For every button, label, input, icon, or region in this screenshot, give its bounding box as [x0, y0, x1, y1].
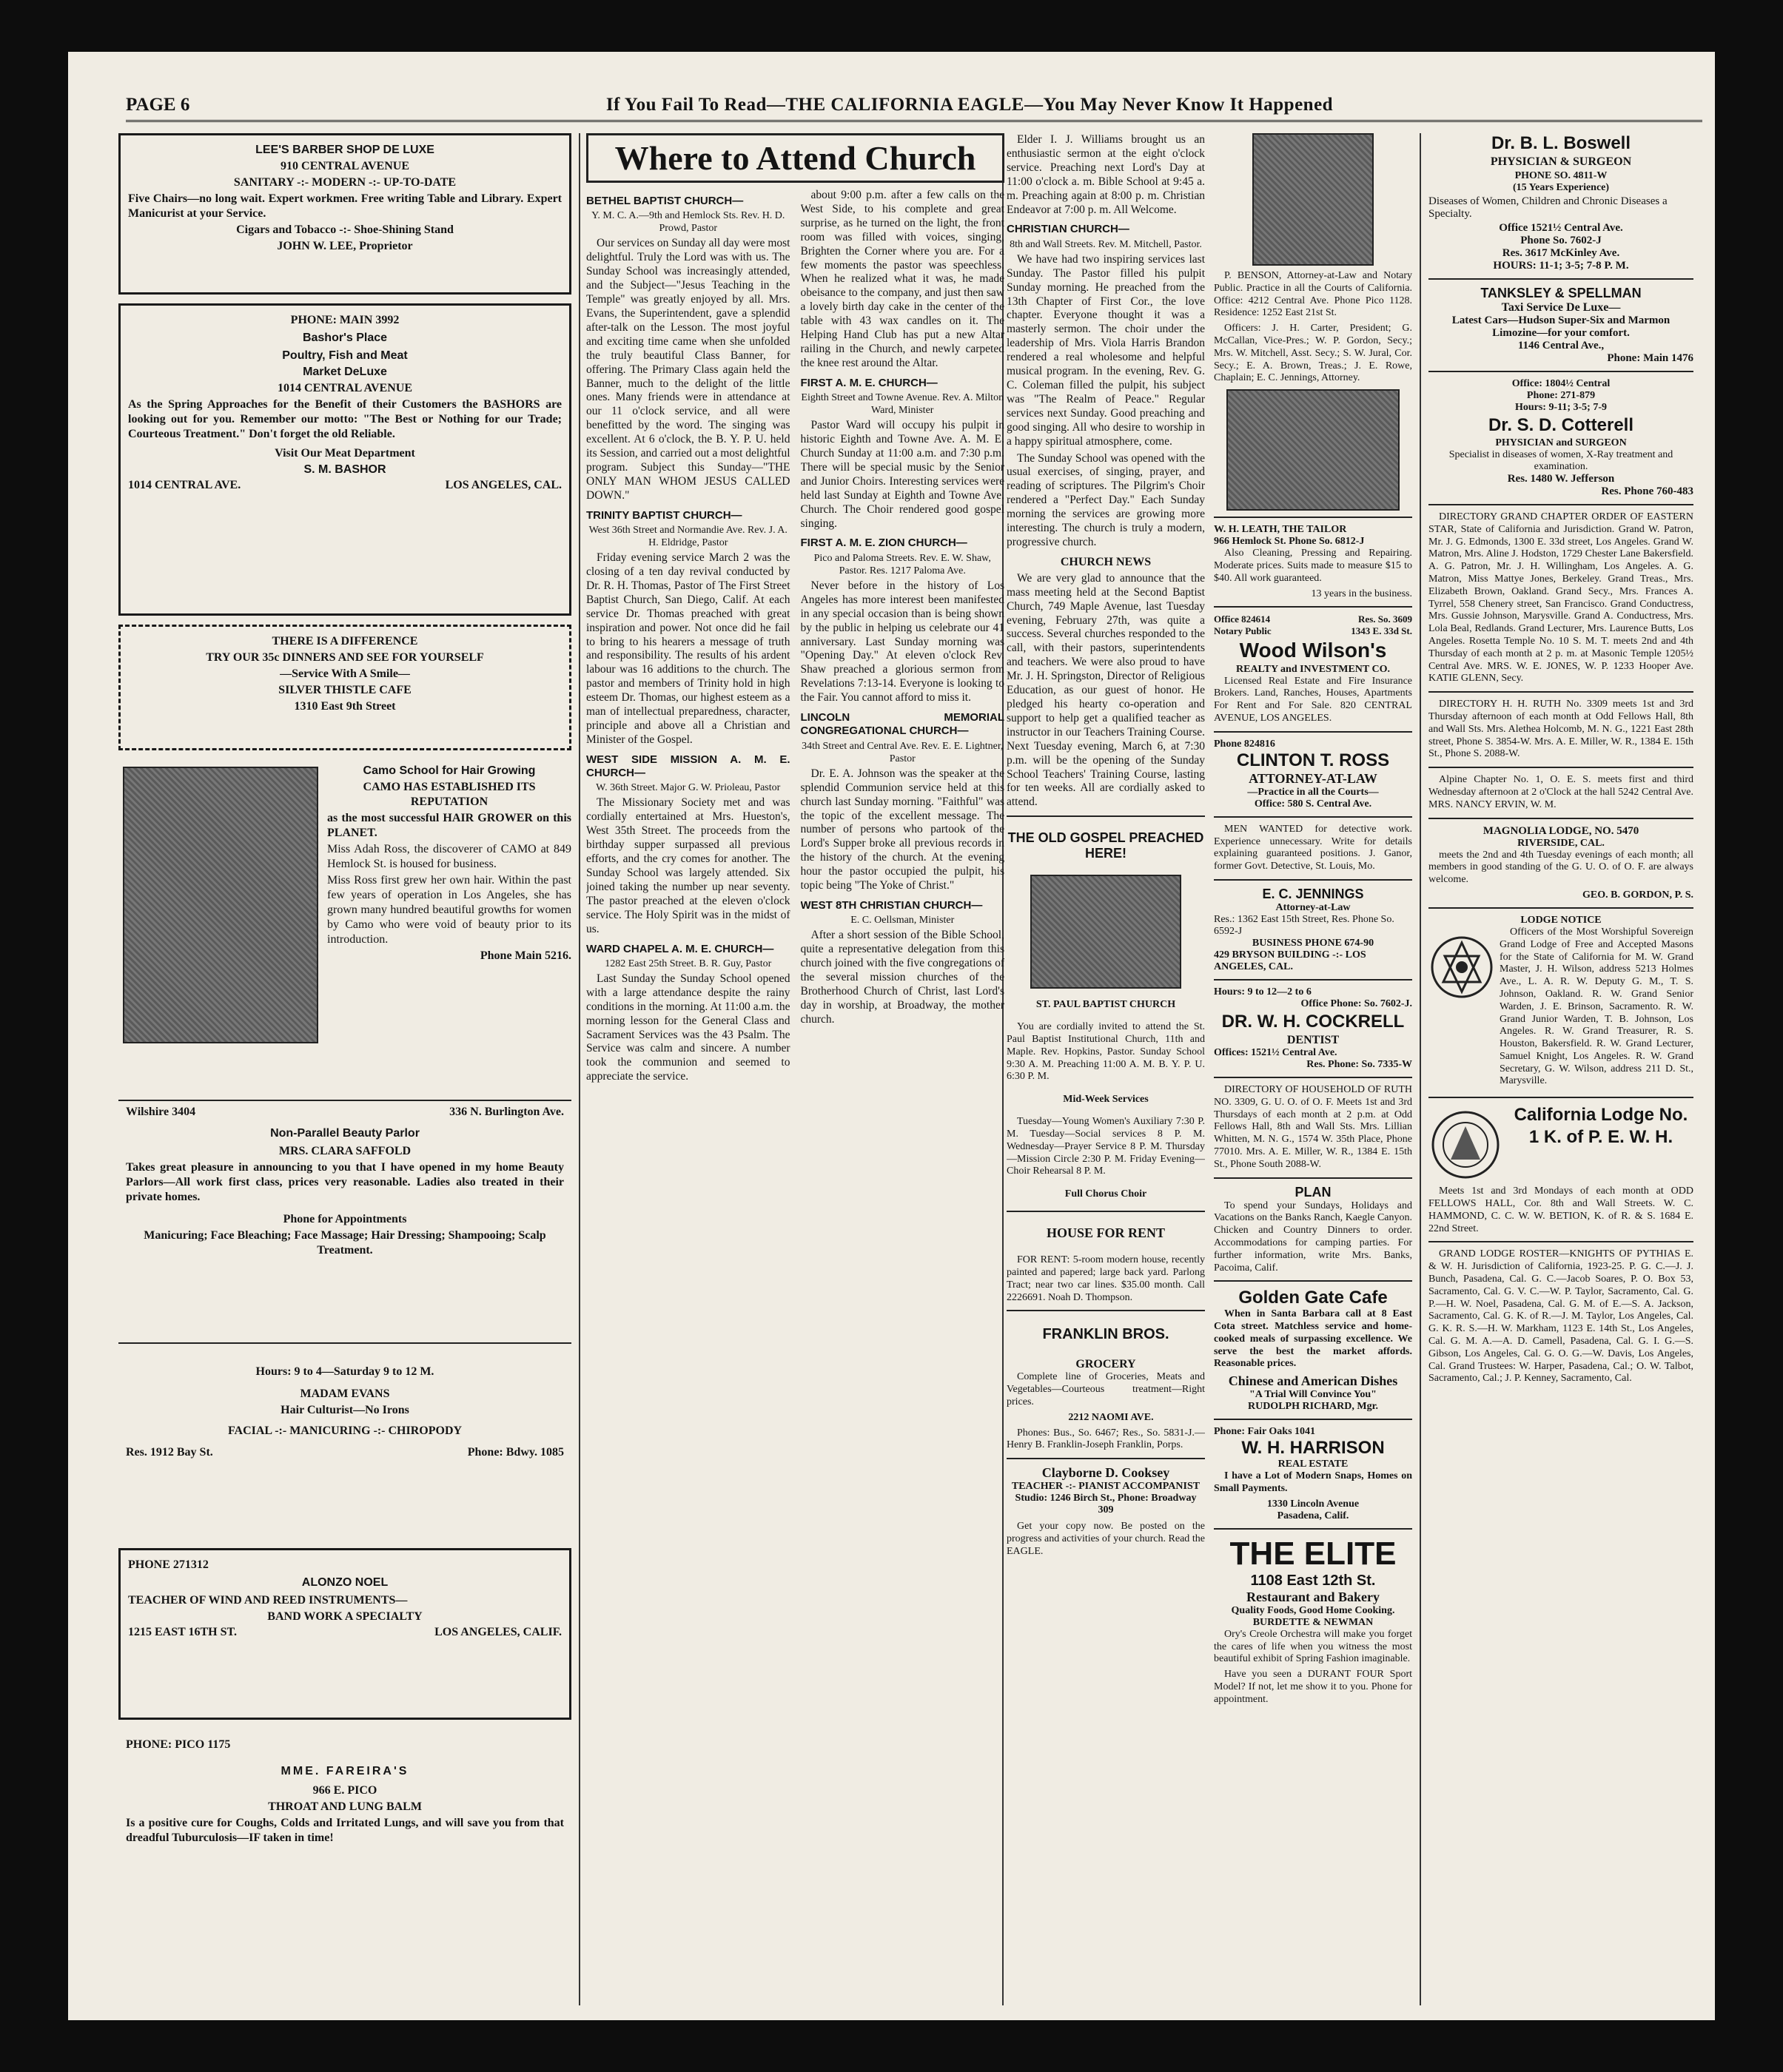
church-name: ST. PAUL BAPTIST CHURCH [1035, 999, 1176, 1011]
right-ads [1214, 133, 1412, 1709]
article-body: Tuesday—Young Women's Auxiliary 7:30 P. M. Tuesday—Social services 8 P. M. Wednesday—Prayer Service 8 P. M. Thursday—Mission Circle 2:30 P. M. Friday Evening—Choir Rehearsal 8 P. M. [1007, 1116, 1205, 1177]
article-body: The Sunday School was opened with the usual exercises, of singing, prayer, and reading of scriptures. The Pilgrim's Choir rendered a "Perfect Day." Each Sunday morning the services are growing more interesting. The church is truly a modern, progressive church. [1007, 451, 1205, 548]
ad-city: LOS ANGELES, CAL. [445, 479, 562, 491]
ad-line: 13 years in the business. [1311, 588, 1412, 599]
directory-title: MAGNOLIA LODGE, NO. 5470 [1483, 824, 1639, 837]
ad-name: SILVER THISTLE CAFE [278, 684, 412, 696]
directory-body: Officers of the Most Worshipful Sovereign Grand Lodge of Free and Accepted Masons for the State of California for M. W. Grand Master, J. H. Wilson, address 5213 Holmes Ave., L. A. R. W. Deputy G. M., T. S. Johnson, Oakland. R. W. Grand Senior Warden, J. E. Brinson, Sacramento. R. W. Grand Junior Warden, T. B. Johnson, Los Angeles. R. W. Grand Treasurer, R. S. Houston, Bakersfield. R. W. Grand Lecturer, Samuel Knight, Los Angeles. R. W. Grand Secretary, G. W. Wilson, address 211 D. St., Marysville. [1500, 926, 1693, 1087]
church-photo [1030, 875, 1181, 989]
ad-name: TANKSLEY & SPELLMAN [1480, 286, 1642, 300]
church-column-left [586, 189, 790, 1087]
ad-address: 966 Hemlock St. Phone So. 6812-J [1214, 536, 1365, 548]
ad-tanksley-spellman [1428, 286, 1693, 365]
directory-title: LODGE NOTICE [1520, 914, 1602, 926]
church-notices-text [1007, 133, 1205, 550]
ad-dr-boswell [1428, 133, 1693, 272]
section-heading: CHURCH NEWS [1060, 555, 1152, 568]
article-body: P. BENSON, Attorney-at-Law and Notary Public. Practice in all the Courts of California. Office: 4212 Central Ave. Phone Pico 1128. Residence: 1252 East 21st St. [1214, 270, 1412, 319]
ad-hours: Hours: 9 to 4—Saturday 9 to 12 M. [255, 1365, 434, 1378]
ad-body: Takes great pleasure in announcing to you that I have opened in my home Beauty Parlors—All work first class, prices very reasonable. Ladies also treated in their private homes. [126, 1161, 564, 1203]
ad-name: MADAM EVANS [300, 1388, 390, 1400]
ad-body: Have you seen a DURANT FOUR Sport Model? If not, let me show it to you. Phone for appointment. [1214, 1669, 1412, 1705]
ad-owner: BURDETTE & NEWMAN [1252, 1616, 1374, 1628]
ad-subtitle: DENTIST [1286, 1033, 1340, 1046]
ad-name: W. H. LEATH, THE TAILOR [1214, 524, 1347, 536]
ad-address: 910 CENTRAL AVENUE [281, 160, 409, 172]
ad-hours: Hours: 9-11; 3-5; 7-9 [1514, 402, 1608, 413]
church-subheading: Eighth Street and Towne Avenue. Rev. A. Milton Ward, Minister [801, 392, 1004, 417]
church-subheading: Pico and Paloma Streets. Rev. E. W. Shaw, Pastor. Res. 1217 Paloma Ave. [813, 552, 991, 576]
directory-body: GRAND LODGE ROSTER—KNIGHTS OF PYTHIAS E. & W. H. Jurisdiction of California, 1923-25. P. G. C.—J. J. Bunch, Pasadena, Cal. G. C.—Jacob Soares, P. O. Box 53, Sacramento, Cal. G. V. C.—W. P. Taylor, Sacramento, Cal. G. P.—H. W. Noel, Pasadena, Cal. G. M. of E.—S. A. Jackson, Sacramento, Cal. G. K. of R.—J. M. Taylor, Los Angeles, Cal. G. K. R. S.—H. W. Markham, 1123 E. 14th St., Los Angeles, Cal. G. M. A.—A. D. Camell, Pasadena, Cal. G. I. G.—S. Gibson, Los Angeles, Cal. G. O. G.—W. Davis, Los Angeles, Cal. Grand Trustees: W. Harper, Pasadena, Cal.; O. W. Talbot, Sacramento, Cal.; J. P. Kenney, Sacramento, Cal. [1428, 1248, 1693, 1385]
ad-line: Visit Our Meat Department [275, 447, 415, 460]
ad-line: TRY OUR 35c DINNERS AND SEE FOR YOURSELF [206, 651, 484, 664]
directory-subtitle: RIVERSIDE, CAL. [1517, 837, 1605, 849]
ad-subtitle: Restaurant and Bakery [1246, 1589, 1380, 1604]
ad-name: Clayborne D. Cooksey [1041, 1465, 1170, 1481]
article-body: After a short session of the Bible School, quite a representative delegation from this church joined with the five congregations of the several mission churches of the Brotherhood Church of Christ, last Lord's day in worship, at Broadway, the mother church. [800, 929, 1004, 1026]
church-subheading: Y. M. C. A.—9th and Hemlock Sts. Rev. H. D. Prowd, Pastor [591, 210, 785, 235]
ad-title: Poultry, Fish and Meat [282, 349, 408, 362]
ad-address: 1215 EAST 16TH ST. [128, 1626, 238, 1638]
section-heading: Where to Attend Church [586, 133, 1004, 183]
ad-line: Notary Public [1214, 625, 1272, 636]
ad-phone: Office 824614 [1214, 613, 1271, 625]
ad-bashors-place [118, 303, 571, 616]
ad-body: Is a positive cure for Coughs, Colds and Irritated Lungs, and will save you from that dreadful Tuburculosis—IF taken in time! [126, 1817, 564, 1844]
ad-subtitle: Hair Culturist—No Irons [281, 1404, 409, 1416]
article-body: You are cordially invited to attend the St. Paul Baptist Institutional Church, 11th and Maple. Rev. Hopkins, Pastor. Sunday School 9:30 A. M. Preaching 11:00 A. M. B. Y. P. U. 6:30 P. M. [1007, 1021, 1205, 1083]
church-heading: WEST 8TH CHRISTIAN CHURCH— [800, 899, 983, 912]
ad-name: S. M. BASHOR [303, 463, 386, 476]
ad-name: CLINTON T. ROSS [1236, 750, 1390, 770]
choir-note: Full Chorus Choir [1064, 1188, 1147, 1200]
ad-subtitle: Taxi Service De Luxe— [1501, 301, 1621, 314]
ad-address: Res. 1912 Bay St. [126, 1446, 213, 1459]
ad-owner: MRS. CLARA SAFFOLD [278, 1145, 412, 1157]
ad-body: Specialist in diseases of women, X-Ray treatment and examination. [1448, 449, 1673, 472]
article-body: We are very glad to announce that the mass meeting held at the Second Baptist Church, 749 Maple Avenue, last Tuesday evening, February 27th, was quite a success. Several churches responded to the call, with their pastors, superintendents and teachers. We were also proud to have Mr. J. H. Springston, Director of Religious Education, as our guest of honor. He pledged his hearty co-operation and support to help get a qualified teacher as instructor in our Teachers Training Course. Next Tuesday evening, March 6, at 7:30 p.m. will be the opening of the Sunday School Teachers' Training Course, lasting for ten weeks. All are cordially asked to attend. [1007, 571, 1205, 809]
church-column-right [801, 189, 1005, 1087]
ad-subtitle: GROCERY [1075, 1358, 1136, 1371]
ad-line: TEACHER OF WIND AND REED INSTRUMENTS— [128, 1594, 408, 1607]
ad-address: Office: 580 S. Central Ave. [1254, 798, 1372, 810]
ad-name: Golden Gate Cafe [1238, 1288, 1388, 1308]
ad-services: FACIAL -:- MANICURING -:- CHIROPODY [227, 1424, 463, 1437]
directory-body: DIRECTORY OF HOUSEHOLD OF RUTH NO. 3309, G. U. O. of O. F. Meets 1st and 3rd Thursdays of each month at 2 p.m. at Odd Fellows Hall, 8th and Wall Sts. Mrs. Lillian Whitten, M. N. G., 1574 W. 35th Place, Phone 77010. Mrs. A. E. Miller, W. R., 1384 E. 15th St., Phone South 2088-W. [1214, 1083, 1412, 1170]
directory-body: Meets 1st and 3rd Mondays of each month at ODD FELLOWS HALL, Cor. 8th and Wall Streets. W. C. HAMMOND, C. C. W. W. BETION, K. of R. & S. 1684 E. 22nd Street. [1428, 1185, 1693, 1234]
article-body: about 9:00 p.m. after a few calls on the West Side, to his complete and great surprise, as he turned on the light, the front room was filled with voices, singing, Brighten the Corner where you are. For a few moments the pastor was speechless. When he realized what it was, he made obeisance to the company, and just then saw a lovely birth day cake in the center of the table with 43 wax candles on it. The Helping Hand Club has put a new Altar railing in the Church, and newly carpeted the knee rest around the Altar. [800, 189, 1004, 369]
church-subheading: W. 36th Street. Major G. W. Prioleau, Pastor [596, 782, 781, 794]
ad-address: Studio: 1246 Birch St., Phone: Broadway 309 [1015, 1493, 1197, 1516]
ad-phone: PHONE: MAIN 3992 [290, 314, 400, 326]
ad-phone: PHONE SO. 4811-W [1514, 170, 1608, 181]
ad-phone: Wilshire 3404 [126, 1106, 196, 1118]
ad-body: MEN WANTED for detective work. Experience unnecessary. Write for details explaining guaranteed positions. J. Ganor, former Govt. Detective, St. Louis, Mo. [1214, 823, 1412, 872]
ad-subtitle: Attorney-at-Law [1275, 901, 1351, 913]
ad-hours: HOURS: 11-1; 3-5; 7-8 P. M. [1493, 260, 1629, 272]
church-heading: BETHEL BAPTIST CHURCH— [586, 195, 744, 207]
directory-body: DIRECTORY GRAND CHAPTER ORDER OF EASTERN STAR, State of California and Jurisdiction. Grand W. Patron, Mr. J. G. Edmonds, 1300 E. 33d street, Los Angeles. Grand W. Matron, Mrs. Aline J. Hodston, 1729 Chester Lane Bakersfield. A. G. Patron, Mr. J. H. Willingham, Los Angeles. A. G. Matron, Miss Mattye Jones, Berkeley. Grand Treas., Mrs. Elizabeth Brown, Oakland. Grand Secy., Mrs. Frances A. Tyrrel, 558 Chenery street, San Francisco. Grand Conductress, Mrs. Gussie Johnson, Marysville. Grand A. Conductress, Mrs. Lola Beal, Redlands. Grand Lecturer, Mrs. Laurence Butts, Los Angeles. Rosetta Temple No. 10 S. M. T. meets 2nd and 4th Thursday of each month at 2 p. m. at Masonic Temple 1205½ Central Ave. MRS. W. E. JONES, W. P. 1233 Hooper Ave. KATIE GLENN, Secy. [1428, 511, 1693, 684]
ad-body: Five Chairs—no long wait. Expert workmen. Free writing Table and Library. Expert Manicurist at your Service. [128, 192, 562, 220]
ad-title: Non-Parallel Beauty Parlor [270, 1127, 420, 1140]
ad-subtitle: REALTY and INVESTMENT CO. [1236, 663, 1390, 675]
ad-phone: Phone So. 7602-J [1520, 235, 1602, 246]
column-rule [579, 133, 580, 2005]
ad-phone: Phone: 271-879 [1526, 390, 1596, 401]
church-heading: WARD CHAPEL A. M. E. CHURCH— [586, 942, 774, 955]
ad-phone: PHONE: PICO 1175 [126, 1738, 231, 1751]
ad-phone: Phone: Bdwy. 1085 [467, 1446, 564, 1459]
ad-alonzo-noel [118, 1548, 571, 1720]
ad-lees-barber-shop [118, 133, 571, 295]
ad-line: Cigars and Tobacco -:- Shoe-Shining Stand [236, 223, 454, 236]
ad-address: Office: 1804½ Central [1511, 378, 1611, 389]
ad-address: 1330 Lincoln Avenue [1266, 1498, 1360, 1510]
ad-name: E. C. JENNINGS [1262, 886, 1364, 901]
ad-line: —Practice in all the Courts— [1247, 786, 1379, 798]
ad-subtitle: ATTORNEY-AT-LAW [1249, 770, 1377, 786]
article-body: Never before in the history of Los Angeles has more interest been manifested in any special occasion than is being shown by the public in helping us celebrate our 41 anniversary. Last Sunday morning was "Opening Day." At eleven o'clock Rev. Shaw preached a glorious sermon from Revelations 7:13-14. Everyone is looking to the Fair. You cannot afford to miss it. [800, 579, 1004, 704]
ad-name: Dr. B. L. Boswell [1491, 133, 1631, 153]
ad-body: As the Spring Approaches for the Benefit of their Customers the BASHORS are looking out for you. Remember our motto: "The Best or Nothing for our Trade; Courteous Treatment." Don't forget the old Reliable. [128, 398, 562, 440]
ad-phone: Res. Phone: So. 7335-W [1306, 1058, 1412, 1070]
group-photo [1226, 389, 1400, 511]
ad-owner: RUDOLPH RICHARD, Mgr. [1247, 1401, 1379, 1413]
header-motto: If You Fail To Read—THE CALIFORNIA EAGLE—You May Never Know It Happened [605, 95, 1334, 115]
ad-madam-evans [118, 1342, 571, 1539]
column-rule [1420, 133, 1421, 2005]
article-body: Last Sunday the Sunday School opened with a large attendance despite the rainy conditions in the morning. At 11:00 a.m. the morning lesson for the General Class and Sacrament Services was the 43 Psalm. The Service was calm and sincere. A number took the communion and seemed to appreciate the service. [586, 972, 790, 1083]
ad-body: FOR RENT: 5-room modern house, recently painted and papered; large back yard. Parlong Tract; near two car lines. $35.00 month. Call 2226691. Noah D. Thompson. [1007, 1254, 1205, 1303]
ad-line: THERE IS A DIFFERENCE [272, 635, 418, 648]
ad-product: THROAT AND LUNG BALM [268, 1800, 422, 1813]
portrait-photo [1252, 133, 1374, 266]
ad-body: Miss Adah Ross, the discoverer of CAMO at 849 Hemlock St. is housed for business. [327, 843, 571, 870]
church-subheading: 8th and Wall Streets. Rev. M. Mitchell, Pastor. [1010, 238, 1202, 250]
church-notices [1007, 133, 1205, 1709]
ad-subtitle: TEACHER -:- PIANIST ACCOMPANIST [1011, 1481, 1201, 1493]
ad-city: LOS ANGELES, CALIF. [434, 1626, 562, 1638]
ad-city: Pasadena, Calif. [1277, 1510, 1349, 1521]
notice-body: Get your copy now. Be posted on the progress and activities of your church. Read the EAGLE. [1007, 1521, 1205, 1557]
article-body: Our services on Sunday all day were most delightful. Truly the Lord was with us. The Sunday School was increasingly attended, and the Subject—"Jesus Teaching in the Temple" was greatly enjoyed by all. Mrs. Evans, the Superintendent, gave a splendid after-talk on the Lesson. The most joyful and exciting time came when she unfolded the truly beautiful Class Banner, for offering. The Primary Class again held the Banner, much to the delight of the little ones. Many friends were in attendance at our 11 o'clock service, and all were benefitted by the word. The singing was excellent. At 6 o'clock, the B. Y. P. U. held its Session, and carried out a most delightful program. Subject this Sunday—"THE ONLY MAN WHOM JESUS CALLED DOWN." [586, 237, 790, 502]
ad-address: 336 N. Burlington Ave. [449, 1106, 564, 1118]
ad-body: Licensed Real Estate and Fire Insurance Brokers. Land, Ranches, Houses, Apartments For Rent and For Sale. 820 CENTRAL AVENUE, LOS ANGELES. [1214, 675, 1412, 724]
ad-body: as the most successful HAIR GROWER on this PLANET. [327, 812, 571, 839]
ad-line: Chinese and American Dishes [1228, 1373, 1398, 1389]
ad-title: Market DeLuxe [303, 366, 387, 378]
ad-non-parallel-beauty-parlor [118, 1100, 571, 1333]
ad-name: DR. W. H. COCKRELL [1221, 1011, 1405, 1032]
ad-name: W. H. HARRISON [1241, 1438, 1385, 1459]
ad-phone: Res. Phone 760-483 [1601, 485, 1693, 497]
ad-title: Camo School for Hair Growing [363, 764, 536, 777]
newspaper-page [68, 52, 1715, 2020]
church-subheading: 1282 East 25th Street. B. R. Guy, Pastor [605, 958, 772, 969]
ad-silver-thistle-cafe [118, 625, 571, 750]
church-heading: WEST SIDE MISSION A. M. E. CHURCH— [586, 753, 790, 780]
right-ads-text [1214, 270, 1412, 385]
masonic-emblem-icon [1428, 926, 1495, 1008]
ad-body: I have a Lot of Modern Snaps, Homes on Small Payments. [1214, 1470, 1412, 1495]
ad-name: MME. FAREIRA'S [281, 1765, 409, 1777]
ad-phone: Office Phone: So. 7602-J. [1300, 998, 1412, 1009]
ad-mme-fareira [118, 1729, 571, 1949]
ad-title: PLAN [1295, 1184, 1332, 1200]
ad-line: (15 Years Experience) [1512, 182, 1610, 193]
ad-tagline: SANITARY -:- MODERN -:- UP-TO-DATE [233, 176, 457, 189]
church-heading: FIRST A. M. E. CHURCH— [800, 376, 938, 389]
ad-address: Office 1521½ Central Ave. [1499, 222, 1623, 234]
ad-line: "A Trial Will Convince You" [1249, 1389, 1377, 1401]
ad-phone: Phone 824816 [1214, 738, 1275, 750]
ad-line: Quality Foods, Good Home Cooking. [1231, 1604, 1395, 1616]
ad-phone: Res. So. 3609 [1358, 613, 1412, 625]
ad-body: Complete line of Groceries, Meats and Vegetables—Courteous treatment—Right prices. [1007, 1371, 1205, 1407]
ad-title: HOUSE FOR RENT [1046, 1225, 1166, 1241]
article-body: Elder I. J. Williams brought us an enthusiastic sermon at the eight o'clock service. Preaching next Lord's Day at 11:00 o'clock a. m. Bible School at 9:45 a. m. Preaching again at 8:00 p. m. Christian Endeavor at 7:00 p. m. All Welcome. [1007, 133, 1205, 216]
ad-camo-school [118, 759, 571, 1091]
ad-body: Latest Cars—Hudson Super-Six and Marmon Limozine—for your comfort. [1451, 314, 1670, 339]
ad-phone: PHONE 271312 [128, 1558, 209, 1571]
article-body: Pastor Ward will occupy his pulpit in historic Eighth and Towne Ave. A. M. E. Church Sunday at 11:00 a.m. and 7:30 p.m. There will be special music by the Senior and Junior Choirs. Interesting services were held last Sunday at Eighth and Towne Ave. Church. The Choir rendered good gospel singing. [800, 419, 1004, 530]
ad-subtitle: REAL ESTATE [1277, 1459, 1349, 1470]
directory-title: California Lodge No. 1 K. of P. E. W. H. [1514, 1105, 1688, 1148]
directory-body: DIRECTORY H. H. RUTH No. 3309 meets 1st and 3rd Thursday afternoon of each month at Odd Fellows Hall, 8th and Wall Sts. Mrs. Alethea Holcomb, M. N. G., 1221 East 28th street, Phone S. 3854-W. Mrs. A. E. Miller, W. R., 1384 E. 15th St., Phone S. 2088-W. [1428, 699, 1693, 760]
ad-name: Wood Wilson's [1239, 638, 1387, 662]
ad-address: 1146 Central Ave., [1517, 340, 1605, 352]
ad-address: Res. 1480 W. Jefferson [1507, 473, 1615, 485]
ad-name: THE ELITE [1229, 1535, 1397, 1572]
church-subheading: West 36th Street and Normandie Ave. Rev. J. A. H. Eldridge, Pastor [588, 524, 788, 549]
ad-body: Ory's Creole Orchestra will make you forget the cares of life when you witness the most beautiful exhibit of Spring Fashion imaginable. [1214, 1628, 1412, 1665]
ad-address: 1014 CENTRAL AVENUE [278, 382, 412, 394]
knights-emblem-icon [1428, 1104, 1502, 1185]
article-body: Officers: J. H. Carter, President; G. McCallan, Vice-Pres.; W. P. Gordon, Secy.; Mrs. W. Mitchell, Asst. Secy.; S. W. Jural, Cor. Secy.; E. A. Brown, Treas.; J. E. Rowe, Chaplain; E. C. Jennings, Attorney. [1214, 323, 1412, 384]
page-header [126, 90, 1702, 122]
church-subheading: E. C. Oellsman, Minister [850, 915, 955, 926]
ad-phone: Phone: Fair Oaks 1041 [1214, 1426, 1316, 1438]
ad-line: —Service With A Smile— [280, 667, 410, 680]
ad-hours: Hours: 9 to 12—2 to 6 [1214, 986, 1312, 998]
directory-body: Alpine Chapter No. 1, O. E. S. meets first and third Wednesday afternoon at 2 o'Clock at the hall 5242 Central Ave. MRS. NANCY ERVIN, W. M. [1428, 774, 1693, 810]
article-body: The Missionary Society met and was cordially entertained at Mrs. Hueston's, West 35th Street. The proceeds from the birthday supper surpassed all previous efforts, and the cry comes for another. The Sunday School was largely attended. Six joined taking the number up near seventy. The pastor preached at the eleven o'clock service. The Holy Spirit was in the midst of us. [586, 796, 790, 935]
ad-body: Miss Ross first grew her own hair. Within the past few years of operation in Los Angeles, she has grown many hundred beautiful growths for women by Camo who were void of beauty prior to its introduction. [327, 874, 571, 946]
ad-name: ALONZO NOEL [301, 1576, 389, 1589]
ad-address: 1343 E. 33d St. [1351, 625, 1412, 636]
ad-address: 429 BRYSON BUILDING -:- LOS ANGELES, CAL. [1214, 949, 1366, 972]
directory-body: meets the 2nd and 4th Tuesday evenings of each month; all members in good standing of the G. U. O. of O. F. are always welcome. [1428, 849, 1693, 886]
church-heading: TRINITY BAPTIST CHURCH— [586, 508, 742, 522]
ad-address: 1014 CENTRAL AVE. [128, 479, 241, 491]
ad-line: BAND WORK A SPECIALTY [267, 1610, 423, 1623]
column-ads-left [118, 133, 571, 2005]
ad-phone: Phone: Main 1476 [1607, 352, 1693, 364]
ad-body: When in Santa Barbara call at 8 East Cota street. Matchless service and home-cooked meals of surpassing excellence. We serve the best the market affords. Reasonable prices. [1214, 1308, 1412, 1370]
ad-phone: Phone Main 5216. [480, 949, 571, 962]
ad-subtitle: PHYSICIAN & SURGEON [1490, 155, 1632, 168]
ad-phone: BUSINESS PHONE 674-90 [1252, 937, 1374, 949]
portrait-photo [123, 767, 318, 1043]
ad-dr-cotterell [1428, 378, 1693, 498]
church-heading: LINCOLN MEMORIAL CONGREGATIONAL CHURCH— [800, 711, 1004, 738]
ad-phone: Phones: Bus., So. 6467; Res., So. 5831-J.—Henry B. Franklin-Joseph Franklin, Porps. [1007, 1427, 1205, 1451]
article-body: Dr. E. A. Johnson was the speaker at the splendid Communion service held at this church last Sunday morning. "Faithful" was the topic of the excellent message. The number of persons who partook of the Lord's Supper broke all previous records in the history of the church. At the evening hour the pastor occupied the pulpit, his topic being "The Yoke of Christ." [800, 767, 1004, 892]
column-center-right [1007, 133, 1412, 2005]
ad-name: Dr. S. D. Cotterell [1488, 415, 1634, 435]
ad-owner: JOHN W. LEE, Proprietor [277, 240, 413, 252]
church-subheading: 34th Street and Central Ave. Rev. E. E. Lightner, Pastor [802, 740, 1004, 764]
ad-body: Diseases of Women, Children and Chronic Diseases a Specialty. [1428, 195, 1668, 220]
article-body: Friday evening service March 2 was the closing of a ten day revival conducted by Dr. R. H. Thomas, Pastor of The First Street Baptist Church, San Diego, Calif. At each service Dr. Thomas preached with great inspiration and power. Not once did he fail to bring to his hearers a message of truth and responsibility. The results of his ardent labour was 16 additions to the church. The pastor and members of Trinity hold in high esteem Dr. Thomas, our highest esteem as a man of intellectual preparedness, character, principle and above all a Christian and Minister of the Gospel. [586, 551, 790, 746]
ad-address: 1108 East 12th St. [1250, 1572, 1376, 1589]
ad-line: Phone for Appointments [283, 1213, 407, 1225]
ad-address: Res.: 1362 East 15th Street, Res. Phone So. 6592-J [1214, 913, 1394, 937]
page-number: PAGE 6 [126, 95, 190, 115]
ad-services: Manicuring; Face Bleaching; Face Massage; Hair Dressing; Shampooing; Scalp Treatment. [144, 1229, 546, 1257]
ad-body: To spend your Sundays, Holidays and Vacations on the Banks Ranch, Kaegle Canyon. Chicken and Country Dinners to order. Accommodations for camping parties. For further information, write Mrs. Banks, Pacoima, Calif. [1214, 1200, 1412, 1274]
section-heading: Mid-Week Services [1063, 1094, 1149, 1106]
ad-title: Bashor's Place [302, 332, 388, 344]
ad-body: Also Cleaning, Pressing and Repairing. Moderate prices. Suits made to measure $15 to $40. All work guaranteed. [1214, 548, 1412, 584]
article-body: We have had two inspiring services last Sunday. The Pastor filled his pulpit Sunday morning. He preached from the 13th Chapter of First Cor., the love chapter. Everyone thought it was a masterly sermon. The choir under the leadership of Mrs. Viola Harris Brandon rendered a real wholesome and helpful musical program. In the evening, Rev. G. C. Coleman filled the pulpit, his subject was "The Realm of Peace." Regular services next Sunday. Good preaching and good singing. All who desire to worship in a happy spiritual atmosphere, come. [1007, 252, 1205, 448]
ad-title: LEE'S BARBER SHOP DE LUXE [255, 144, 434, 156]
directory-signature: GEO. B. GORDON, P. S. [1582, 889, 1693, 901]
column-directory-right [1428, 133, 1693, 2005]
ad-address: 2212 NAOMI AVE. [1068, 1411, 1154, 1423]
column-church-directory [586, 133, 1004, 2005]
church-heading: FIRST A. M. E. ZION CHURCH— [800, 536, 967, 550]
ad-address: 1310 East 9th Street [294, 700, 396, 713]
church-heading: CHRISTIAN CHURCH— [1007, 223, 1129, 236]
ad-address: Res. 3617 McKinley Ave. [1502, 247, 1620, 259]
ad-subtitle: PHYSICIAN and SURGEON [1495, 437, 1627, 448]
ad-title: FRANKLIN BROS. [1042, 1326, 1169, 1343]
ad-address: Offices: 1521½ Central Ave. [1214, 1046, 1337, 1058]
section-heading: THE OLD GOSPEL PREACHED HERE! [1007, 830, 1204, 861]
ad-address: 966 E. PICO [312, 1784, 377, 1797]
ad-subtitle: CAMO HAS ESTABLISHED ITS REPUTATION [363, 781, 536, 808]
